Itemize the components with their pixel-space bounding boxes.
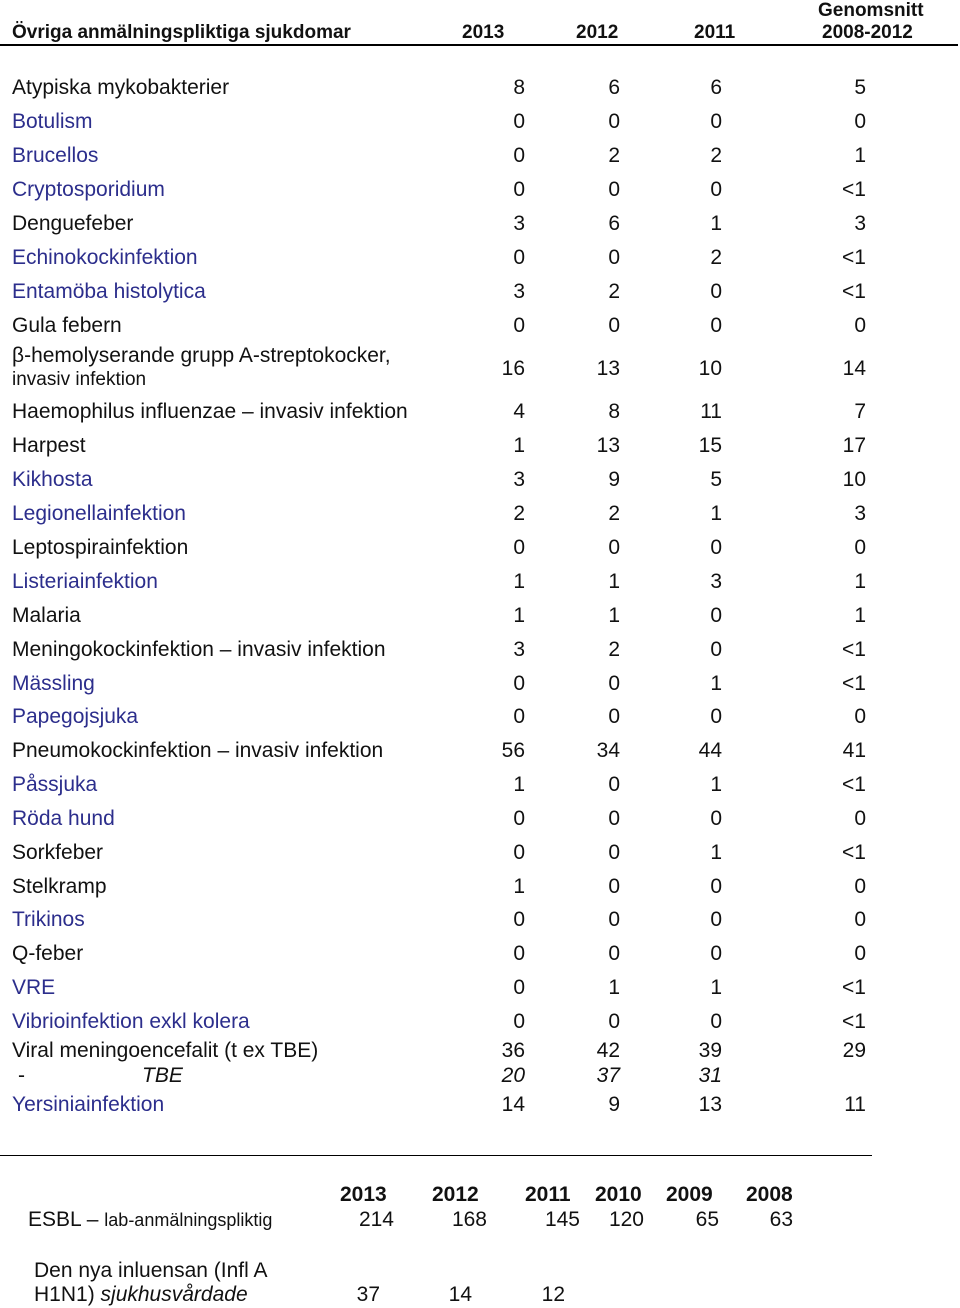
- col-header-average-line2: 2008-2012: [822, 22, 913, 43]
- value-2013: 8: [513, 76, 525, 99]
- value-2011: 2: [710, 144, 722, 167]
- value-2011: 0: [710, 908, 722, 931]
- value-2011: 0: [710, 875, 722, 898]
- value-2012: 0: [608, 110, 620, 133]
- value-2011: 5: [710, 468, 722, 491]
- value-2012: 37: [596, 1064, 620, 1087]
- value-average: <1: [842, 178, 866, 201]
- value-average: <1: [842, 841, 866, 864]
- value-average: <1: [842, 976, 866, 999]
- disease-name: Entamöba histolytica: [12, 280, 206, 303]
- value-2013: 3: [513, 468, 525, 491]
- value-average: 1: [854, 570, 866, 593]
- value-2013: 16: [501, 357, 525, 380]
- value-2013: 0: [513, 908, 525, 931]
- value-average: <1: [842, 773, 866, 796]
- esbl-value-2009: 65: [695, 1208, 719, 1231]
- value-average: <1: [842, 1010, 866, 1033]
- value-2011: 0: [710, 638, 722, 661]
- disease-name: Malaria: [12, 604, 81, 627]
- value-2012: 2: [608, 280, 620, 303]
- value-2013: 3: [513, 638, 525, 661]
- value-2013: 0: [513, 976, 525, 999]
- table-row: [12, 344, 872, 394]
- value-2013: 20: [501, 1064, 525, 1087]
- esbl-sub: lab-anmälningspliktig: [104, 1210, 273, 1230]
- value-2013: 2: [513, 502, 525, 525]
- subrow-dash: -: [18, 1064, 25, 1087]
- year-header-2012: 2012: [432, 1183, 479, 1206]
- value-average: <1: [842, 638, 866, 661]
- col-header-average-line1: Genomsnitt: [818, 0, 924, 21]
- table-title: Övriga anmälningspliktiga sjukdomar: [12, 22, 351, 43]
- section-divider: [0, 1155, 872, 1156]
- value-2011: 44: [698, 739, 722, 762]
- disease-name: Denguefeber: [12, 212, 134, 235]
- disease-name: Brucellos: [12, 144, 99, 167]
- value-average: 14: [842, 357, 866, 380]
- value-2012: 0: [608, 314, 620, 337]
- value-average: 10: [842, 468, 866, 491]
- value-2011: 31: [698, 1064, 722, 1087]
- value-average: 0: [854, 875, 866, 898]
- value-2012: 0: [608, 246, 620, 269]
- value-2013: 0: [513, 841, 525, 864]
- value-average: 1: [854, 604, 866, 627]
- esbl-value-2010: 120: [608, 1208, 644, 1231]
- value-2013: 0: [513, 144, 525, 167]
- value-2011: 0: [710, 705, 722, 728]
- value-2012: 9: [608, 1093, 620, 1116]
- value-2013: 0: [513, 942, 525, 965]
- value-2012: 0: [608, 705, 620, 728]
- value-average: 0: [854, 705, 866, 728]
- influensa-value-2012: 14: [448, 1283, 472, 1306]
- value-2013: 0: [513, 672, 525, 695]
- disease-name: Meningokockinfektion – invasiv infektion: [12, 638, 386, 661]
- value-2013: 0: [513, 246, 525, 269]
- value-2013: 0: [513, 314, 525, 337]
- disease-name: TBE: [142, 1064, 183, 1087]
- value-2012: 13: [596, 357, 620, 380]
- value-2011: 1: [710, 841, 722, 864]
- value-2013: 0: [513, 807, 525, 830]
- value-2012: 2: [608, 638, 620, 661]
- value-average: <1: [842, 280, 866, 303]
- value-2011: 0: [710, 1010, 722, 1033]
- value-2012: 2: [608, 144, 620, 167]
- col-header-2013: 2013: [462, 22, 505, 43]
- value-2013: 1: [513, 570, 525, 593]
- value-2011: 0: [710, 536, 722, 559]
- influensa-value-2011: 12: [541, 1283, 565, 1306]
- value-2012: 42: [596, 1039, 620, 1062]
- disease-name: Vibrioinfektion exkl kolera: [12, 1010, 250, 1033]
- value-average: 7: [854, 400, 866, 423]
- value-2012: 1: [608, 570, 620, 593]
- value-2011: 0: [710, 280, 722, 303]
- disease-name: Röda hund: [12, 807, 115, 830]
- value-average: 0: [854, 110, 866, 133]
- value-2011: 0: [710, 178, 722, 201]
- value-2012: 0: [608, 672, 620, 695]
- value-2012: 2: [608, 502, 620, 525]
- value-2011: 13: [698, 1093, 722, 1116]
- value-average: 5: [854, 76, 866, 99]
- value-average: 0: [854, 536, 866, 559]
- disease-name: Stelkramp: [12, 875, 107, 898]
- value-2011: 39: [698, 1039, 722, 1062]
- disease-name: Mässling: [12, 672, 95, 695]
- disease-name: Gula febern: [12, 314, 122, 337]
- value-2012: 9: [608, 468, 620, 491]
- value-2013: 3: [513, 212, 525, 235]
- value-2012: 0: [608, 178, 620, 201]
- value-2013: 0: [513, 110, 525, 133]
- value-2011: 6: [710, 76, 722, 99]
- value-2012: 0: [608, 875, 620, 898]
- value-average: 0: [854, 908, 866, 931]
- disease-name: Leptospirainfektion: [12, 536, 189, 559]
- value-2011: 10: [698, 357, 722, 380]
- value-2013: 1: [513, 773, 525, 796]
- disease-name: VRE: [12, 976, 56, 999]
- esbl-value-2012: 168: [451, 1208, 487, 1231]
- value-average: 41: [842, 739, 866, 762]
- disease-name: Botulism: [12, 110, 93, 133]
- value-2013: 1: [513, 875, 525, 898]
- value-average: 0: [854, 942, 866, 965]
- esbl-name: ESBL: [28, 1208, 81, 1231]
- disease-name: Cryptosporidium: [12, 178, 165, 201]
- value-2011: 15: [698, 434, 722, 457]
- value-2013: 14: [501, 1093, 525, 1116]
- value-average: <1: [842, 246, 866, 269]
- value-2011: 0: [710, 942, 722, 965]
- disease-name: Harpest: [12, 434, 86, 457]
- col-header-2012: 2012: [576, 22, 619, 43]
- value-2012: 1: [608, 976, 620, 999]
- disease-name: Viral meningoencefalit (t ex TBE): [12, 1039, 319, 1062]
- esbl-value-2011: 145: [544, 1208, 580, 1231]
- year-header-2008: 2008: [746, 1183, 793, 1206]
- value-2011: 0: [710, 110, 722, 133]
- value-2012: 1: [608, 604, 620, 627]
- disease-name: Yersiniainfektion: [12, 1093, 165, 1116]
- value-average: <1: [842, 672, 866, 695]
- value-average: 0: [854, 314, 866, 337]
- value-average: 3: [854, 212, 866, 235]
- value-2013: 4: [513, 400, 525, 423]
- esbl-value-2008: 63: [769, 1208, 793, 1231]
- header-divider: [0, 44, 958, 46]
- value-2013: 0: [513, 178, 525, 201]
- value-2011: 1: [710, 502, 722, 525]
- value-2013: 0: [513, 705, 525, 728]
- disease-name: Kikhosta: [12, 468, 93, 491]
- influensa-label-line2: [34, 1283, 248, 1307]
- disease-name: Haemophilus influenzae – invasiv infektion: [12, 400, 408, 423]
- disease-name: Trikinos: [12, 908, 85, 931]
- disease-name: Legionellainfektion: [12, 502, 186, 525]
- influensa-value-2013: 37: [356, 1283, 380, 1306]
- value-average: 0: [854, 807, 866, 830]
- disease-name-line1: β-hemolyserande grupp A-streptokocker,: [12, 344, 391, 367]
- esbl-label: [28, 1208, 272, 1232]
- value-2012: 0: [608, 841, 620, 864]
- disease-name: Påssjuka: [12, 773, 98, 796]
- year-header-2011: 2011: [525, 1183, 571, 1206]
- disease-name: Q-feber: [12, 942, 84, 965]
- value-2012: 6: [608, 76, 620, 99]
- value-2012: 0: [608, 942, 620, 965]
- value-2012: 0: [608, 536, 620, 559]
- value-average: 3: [854, 502, 866, 525]
- value-2012: 34: [596, 739, 620, 762]
- value-average: 17: [842, 434, 866, 457]
- value-2012: 13: [596, 434, 620, 457]
- disease-name-line2: invasiv infektion: [12, 369, 147, 390]
- col-header-2011: 2011: [694, 22, 736, 43]
- value-2011: 11: [700, 400, 722, 423]
- value-2012: 6: [608, 212, 620, 235]
- disease-name: Atypiska mykobakterier: [12, 76, 230, 99]
- value-2011: 0: [710, 604, 722, 627]
- disease-name: Listeriainfektion: [12, 570, 158, 593]
- value-2011: 0: [710, 314, 722, 337]
- value-2012: 0: [608, 1010, 620, 1033]
- value-2013: 56: [501, 739, 525, 762]
- value-2011: 2: [710, 246, 722, 269]
- value-2013: 0: [513, 1010, 525, 1033]
- value-average: 29: [842, 1039, 866, 1062]
- year-header-2013: 2013: [340, 1183, 387, 1206]
- year-header-2010: 2010: [595, 1183, 642, 1206]
- value-2012: 0: [608, 908, 620, 931]
- value-2011: 1: [710, 976, 722, 999]
- disease-name: Echinokockinfektion: [12, 246, 198, 269]
- value-2013: 1: [513, 604, 525, 627]
- value-average: 1: [854, 144, 866, 167]
- disease-name: Sorkfeber: [12, 841, 104, 864]
- value-2011: 1: [710, 773, 722, 796]
- value-2013: 3: [513, 280, 525, 303]
- disease-name: Papegojsjuka: [12, 705, 139, 728]
- value-2011: 1: [710, 672, 722, 695]
- influensa-label-line1: Den nya inluensan (Infl A: [34, 1259, 268, 1282]
- value-average: 11: [844, 1093, 866, 1116]
- influensa-prefix: H1N1): [34, 1283, 95, 1306]
- value-2013: 36: [501, 1039, 525, 1062]
- esbl-value-2013: 214: [358, 1208, 394, 1231]
- value-2011: 1: [710, 212, 722, 235]
- value-2012: 0: [608, 773, 620, 796]
- influensa-italic: sjukhusvårdade: [100, 1283, 248, 1306]
- value-2012: 0: [608, 807, 620, 830]
- disease-name: Pneumokockinfektion – invasiv infektion: [12, 739, 384, 762]
- value-2013: 0: [513, 536, 525, 559]
- esbl-dash: –: [86, 1208, 99, 1231]
- value-2011: 3: [710, 570, 722, 593]
- value-2013: 1: [513, 434, 525, 457]
- year-header-2009: 2009: [666, 1183, 713, 1206]
- value-2011: 0: [710, 807, 722, 830]
- value-2012: 8: [608, 400, 620, 423]
